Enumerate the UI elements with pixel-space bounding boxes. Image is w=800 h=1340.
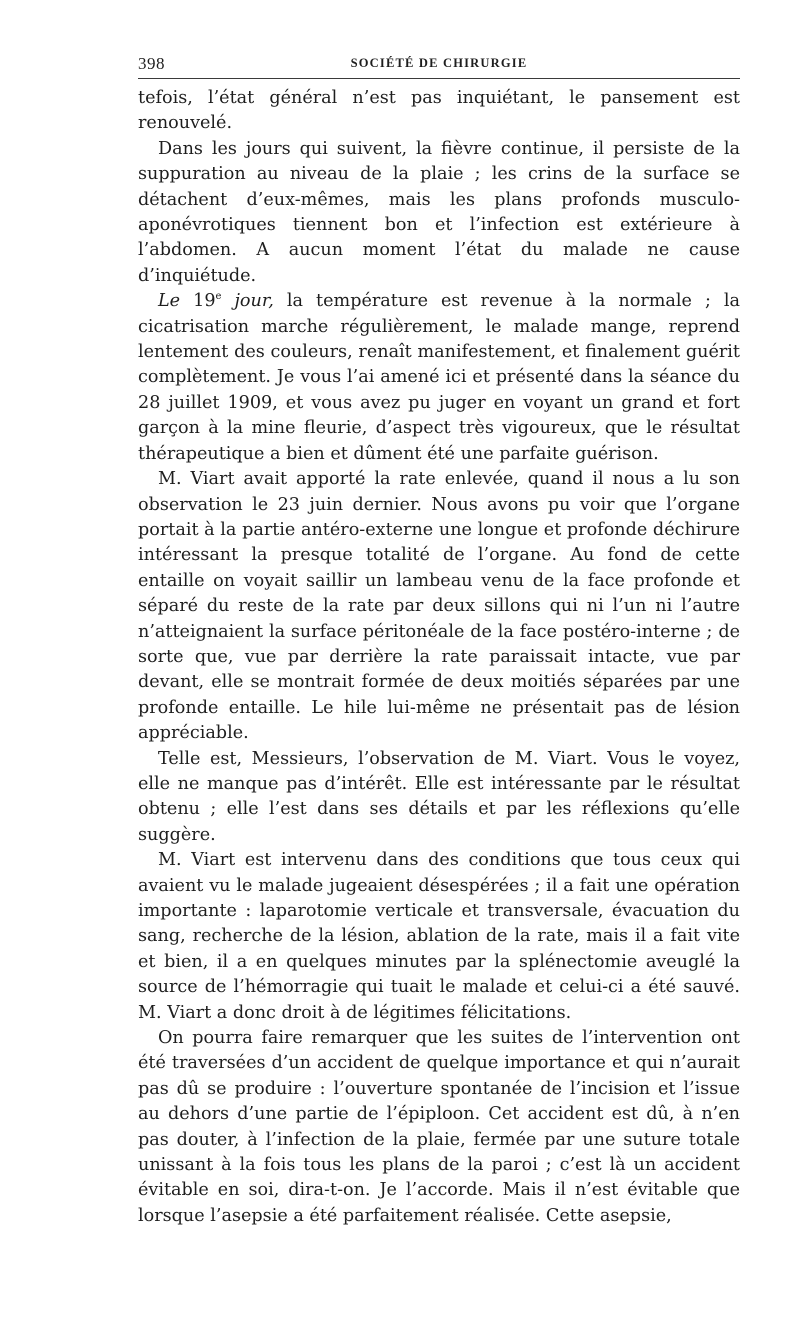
day-number-superscript: e	[215, 291, 222, 303]
paragraph-accident: On pourra faire remarquer que les suites de l’intervention ont été traversées d’un accident de quelque importance et qui n’aurait pas dû se produire : l’ouverture spontanée de l’incision et l’issue au dehors d’une partie de l’épiploon. Cet accident est dû, à n’en pas douter, à l’infection de la plaie, fermée par une suture totale unissant à la fois tous les plans de la paroi ; c’est là un accident évitable en soi, dira-t-on. Je l’accorde. Mais il n’est évitable que lorsque l’asepsie a été parfaitement réalisée. Cette asepsie,	[138, 1028, 740, 1226]
paragraph-observation: Telle est, Messieurs, l’observation de M. Viart. Vous le voyez, elle ne manque pas d’intérêt. Elle est intéressante par le résultat obtenu ; elle l’est dans ses détails et par les réflexions qu’elle suggère.	[138, 748, 740, 845]
paragraph-intervention: M. Viart est intervenu dans des conditions que tous ceux qui avaient vu le malade jugeaient désespérées ; il a fait une opération importante : laparotomie verticale et transversale, évacuation du sang, recherche de la lésion, ablation de la rate, mais il a fait vite et bien, il a en quelques minutes par la splénectomie aveuglé la source de l’hémorragie qui tuait le malade et celui-ci a été sauvé. M. Viart a donc droit à de légitimes félicitations.	[138, 850, 740, 1023]
paragraph-spleen: M. Viart avait apporté la rate enlevée, quand il nous a lu son observation le 23 juin dernier. Nous avons pu voir que l’organe portait à la partie antéro-externe une longue et profonde déchirure intéressant la presque totalité de l’organe. Au fond de cette entaille on voyait saillir un lambeau venu de la face profonde et séparé du reste de la rate par deux sillons qui ni l’un ni l’autre n’atteignaient la surface péritonéale de la face postéro-interne ; de sorte que, vue par derrière la rate paraissait intacte, vue par devant, elle se montrait formée de deux moitiés séparées par une profonde entaille. Le hile lui-même ne présentait pas de lésion appréciable.	[138, 469, 740, 744]
day-number: 19	[193, 291, 216, 312]
body-text	[138, 86, 740, 1229]
journal-title: SOCIÉTÉ DE CHIRURGIE	[350, 56, 528, 70]
paragraph-recovery	[138, 289, 740, 467]
paragraph-fever: Dans les jours qui suivent, la fièvre continue, il persiste de la suppuration au niveau de la plaie ; les crins de la surface se détachent d’eux-mêmes, mais les plans profonds musculo-aponévrotiques tiennent bon et l’infection est extérieure à l’abdomen. A aucun moment l’état du malade ne cause d’inquiétude.	[138, 138, 740, 286]
day-label-le: Le	[158, 291, 181, 312]
paragraph-continuation: tefois, l’état général n’est pas inquiétant, le pansement est renouvelé.	[138, 88, 740, 134]
page-number: 398	[138, 54, 165, 73]
day-label-jour: jour,	[234, 291, 274, 312]
paragraph-recovery-text: la température est revenue à la normale ; la cicatrisation marche régulièrement, le malade mange, reprend lentement des couleurs, renaît manifestement, et finalement guérit complètement. Je vous l’ai amené ici et présenté dans la séance du 28 juillet 1909, et vous avez pu juger en voyant un grand et fort garçon à la mine fleurie, d’aspect très vigoureux, que le résultat thérapeutique a bien et dûment été une parfaite guérison.	[138, 291, 741, 464]
running-head	[138, 48, 740, 79]
book-page	[138, 48, 740, 1229]
